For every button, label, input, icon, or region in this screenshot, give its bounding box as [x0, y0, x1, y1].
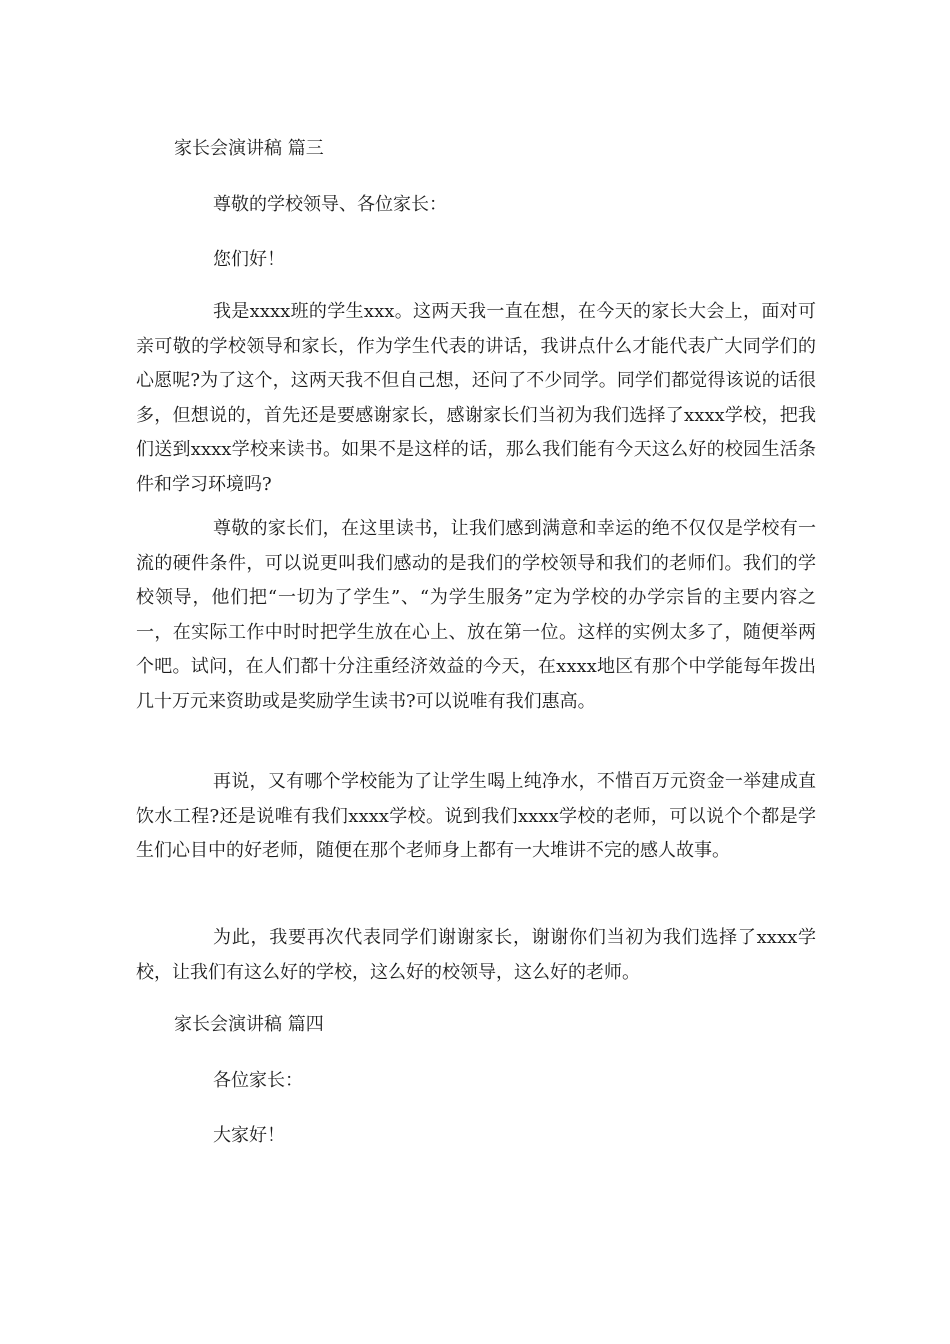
section3-paragraph-4: 为此，我要再次代表同学们谢谢家长，谢谢你们当初为我们选择了xxxx学校，让我们有这么好的学校，这么好的校领导，这么好的老师。 [136, 927, 816, 983]
section3-paragraph-2: 尊敬的家长们，在这里读书，让我们感到满意和幸运的绝不仅仅是学校有一流的硬件条件，可以说更叫我们感动的是我们的学校领导和我们的老师们。我们的学校领导，他们把“一切为了学生”、“为学生服务”定为学校的办学宗旨的主要内容之一，在实际工作中时时把学生放在心上、放在第一位。这样的实例太多了，随便举两个吧。试问，在人们都十分注重经济效益的今天，在xxxx地区有那个中学能每年拨出几十万元来资助或是奖励学生读书?可以说唯有我们惠高。 [136, 518, 816, 712]
section4-salutation: 各位家长： [213, 1070, 303, 1091]
section3-salutation: 尊敬的学校领导、各位家长： [213, 194, 447, 215]
section4-greeting: 大家好！ [213, 1125, 285, 1146]
section3-paragraph-1: 我是xxxx班的学生xxx。这两天我一直在想，在今天的家长大会上，面对可亲可敬的学校领导和家长，作为学生代表的讲话，我讲点什么才能代表广大同学们的心愿呢?为了这个，这两天我不但自己想，还问了不少同学。同学们都觉得该说的话很多，但想说的，首先还是要感谢家长，感谢家长们当初为我们选择了xxxx学校，把我们送到xxxx学校来读书。如果不是这样的话，那么我们能有今天这么好的校园生活条件和学习环境吗? [136, 301, 816, 495]
section3-paragraph-3: 再说，又有哪个学校能为了让学生喝上纯净水，不惜百万元资金一举建成直饮水工程?还是说唯有我们xxxx学校。说到我们xxxx学校的老师，可以说个个都是学生们心目中的好老师，随便在那个老师身上都有一大堆讲不完的感人故事。 [136, 771, 816, 862]
section3-heading: 家长会演讲稿 篇三 [174, 138, 324, 159]
section4-heading: 家长会演讲稿 篇四 [174, 1014, 324, 1035]
section3-greeting: 您们好！ [213, 249, 285, 270]
